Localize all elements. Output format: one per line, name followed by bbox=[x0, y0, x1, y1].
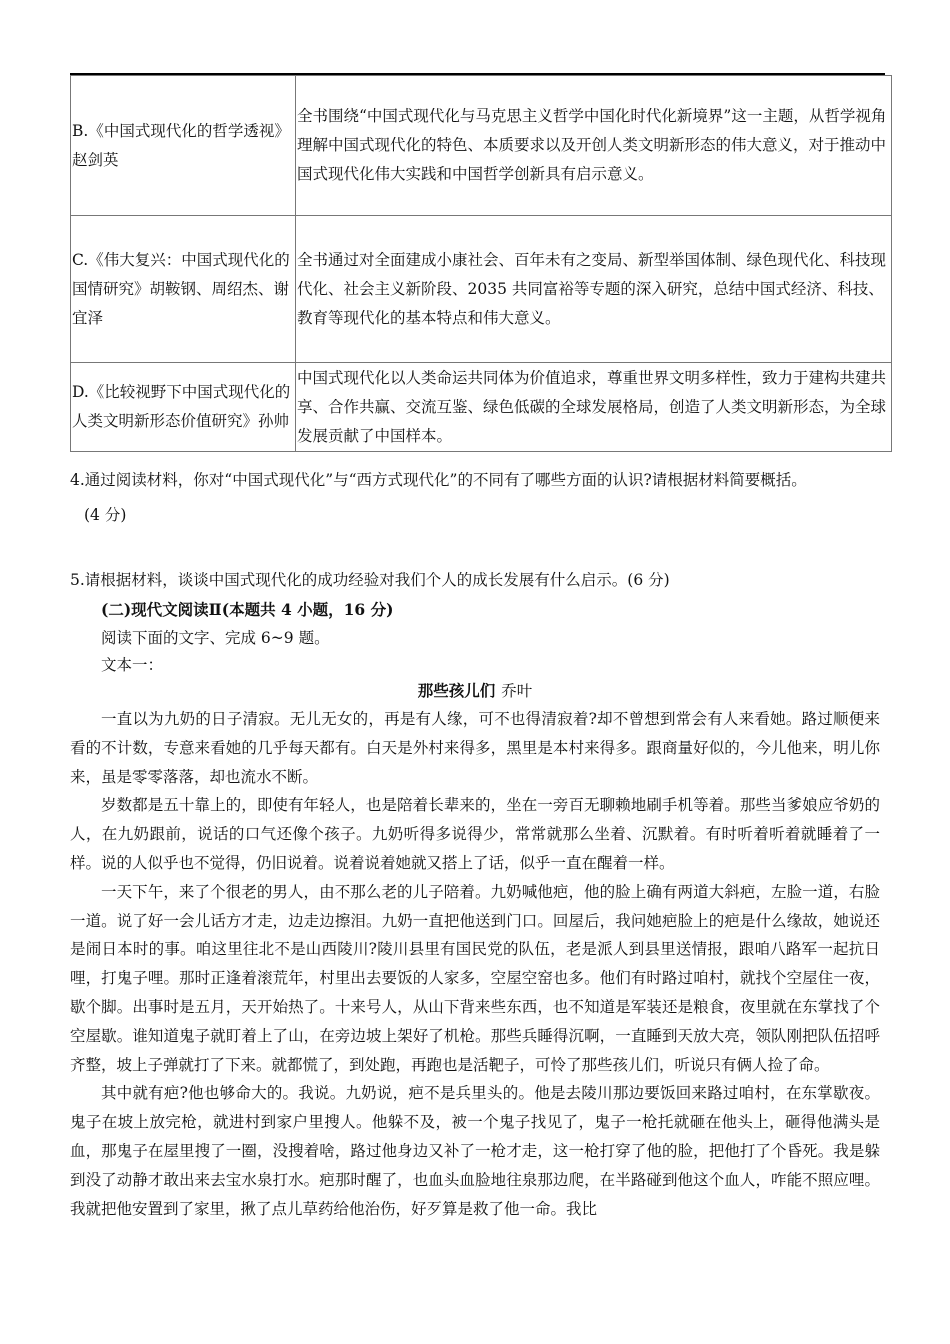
story-heading bbox=[0, 677, 950, 705]
text-label: 文本一： bbox=[101, 656, 164, 674]
book-desc-cell: 全书围绕“中国式现代化与马克思主义哲学中国化时代化新境界”这一主题，从哲学视角理解中国式现代化的特色、本质要求以及开创人类文明新形态的伟大意义，对于推动中国式现代化伟大实践和中国哲学创新具有启示意义。 bbox=[296, 76, 892, 216]
book-desc-cell: 中国式现代化以人类命运共同体为价值追求，尊重世界文明多样性，致力于建构共建共享、合作共赢、交流互鉴、绿色低碳的全球发展格局，创造了人类文明新形态，为全球发展贡献了中国样本。 bbox=[296, 363, 892, 452]
book-desc-cell: 全书通过对全面建成小康社会、百年未有之变局、新型举国体制、绿色现代化、科技现代化、社会主义新阶段、2035 共同富裕等专题的深入研究，总结中国式经济、科技、教育等现代化的基本特点和伟大意义。 bbox=[296, 216, 892, 363]
table-row bbox=[71, 76, 892, 216]
book-table bbox=[70, 75, 892, 452]
story-author: 乔叶 bbox=[501, 682, 533, 700]
question-4 bbox=[70, 466, 892, 530]
book-title-cell: D.《比较视野下中国式现代化的人类文明新形态价值研究》孙帅 bbox=[71, 363, 296, 452]
section-title: (二)现代文阅读Ⅱ(本题共 4 小题，16 分) bbox=[101, 600, 394, 619]
story-title: 那些孩儿们 bbox=[417, 681, 496, 700]
book-title-cell: B.《中国式现代化的哲学透视》赵剑英 bbox=[71, 76, 296, 216]
question-4-text: 4.通过阅读材料，你对“中国式现代化”与“西方式现代化”的不同有了哪些方面的认识?请根据材料简要概括。 bbox=[70, 471, 807, 489]
table-row bbox=[71, 363, 892, 452]
table-row bbox=[71, 216, 892, 363]
story-paragraph: 岁数都是五十靠上的，即使有年轻人，也是陪着长辈来的，坐在一旁百无聊赖地刷手机等着。那些当爹娘应爷奶的人，在九奶跟前，说话的口气还像个孩子。九奶听得多说得少，常常就那么坐着、沉默着。有时听着听着就睡着了一样。说的人似乎也不觉得，仍旧说着。说着说着她就又搭上了话，似乎一直在醒着一样。 bbox=[70, 796, 880, 872]
question-4-score: (4 分) bbox=[84, 506, 127, 524]
story-paragraph: 一天下午，来了个很老的男人，由不那么老的儿子陪着。九奶喊他疤，他的脸上确有两道大斜疤，左脸一道，右脸一道。说了好一会儿话方才走，边走边擦泪。九奶一直把他送到门口。回屋后，我问她疤脸上的疤是什么缘故，她说还是闹日本时的事。咱这里往北不是山西陵川?陵川县里有国民党的队伍，老是派人到县里送情报，跟咱八路军一起抗日哩，打鬼子哩。那时正逢着滚荒年，村里出去要饭的人家多，空屋空窑也多。他们有时路过咱村，就找个空屋住一夜，歇个脚。出事时是五月，天开始热了。十来号人，从山下背来些东西，也不知道是军装还是粮食，夜里就在东掌找了个空屋歇。谁知道鬼子就盯着上了山，在旁边坡上架好了机枪。那些兵睡得沉啊，一直睡到天放大亮，领队刚把队伍招呼齐整，坡上子弹就打了下来。就都慌了，到处跑，再跑也是活靶子，可怜了那些孩儿们，听说只有俩人捡了命。 bbox=[70, 882, 880, 1074]
story-paragraph: 一直以为九奶的日子清寂。无儿无女的，再是有人缘，可不也得清寂着?却不曾想到常会有人来看她。路过顺便来看的不计数，专意来看她的几乎每天都有。白天是外村来得多，黑里是本村来得多。跟商量好似的，今儿他来，明儿你来，虽是零零落落，却也流水不断。 bbox=[70, 710, 880, 786]
section-intro: 阅读下面的文字、完成 6~9 题。 bbox=[101, 629, 330, 647]
story-body bbox=[70, 705, 880, 1223]
story-paragraph: 其中就有疤?他也够命大的。我说。九奶说，疤不是兵里头的。他是去陵川那边要饭回来路过咱村，在东掌歇夜。鬼子在坡上放完枪，就进村到家户里搜人。他躲不及，被一个鬼子找见了，鬼子一枪托就砸在他头上，砸得他满头是血，那鬼子在屋里搜了一圈，没搜着啥，路过他身边又补了一枪才走，这一枪打穿了他的脸，把他打了个昏死。我是躲到没了动静才敢出来去宝水泉打水。疤那时醒了，也血头血脸地往泉那边爬，在半路碰到他这个血人，咋能不照应哩。我就把他安置到了家里，揪了点儿草药给他治伤，好歹算是救了他一命。我比 bbox=[70, 1084, 880, 1218]
book-title-cell: C.《伟大复兴：中国式现代化的国情研究》胡鞍钢、周绍杰、谢宜泽 bbox=[71, 216, 296, 363]
question-5: 5.请根据材料，谈谈中国式现代化的成功经验对我们个人的成长发展有什么启示。(6 分) bbox=[70, 571, 670, 589]
